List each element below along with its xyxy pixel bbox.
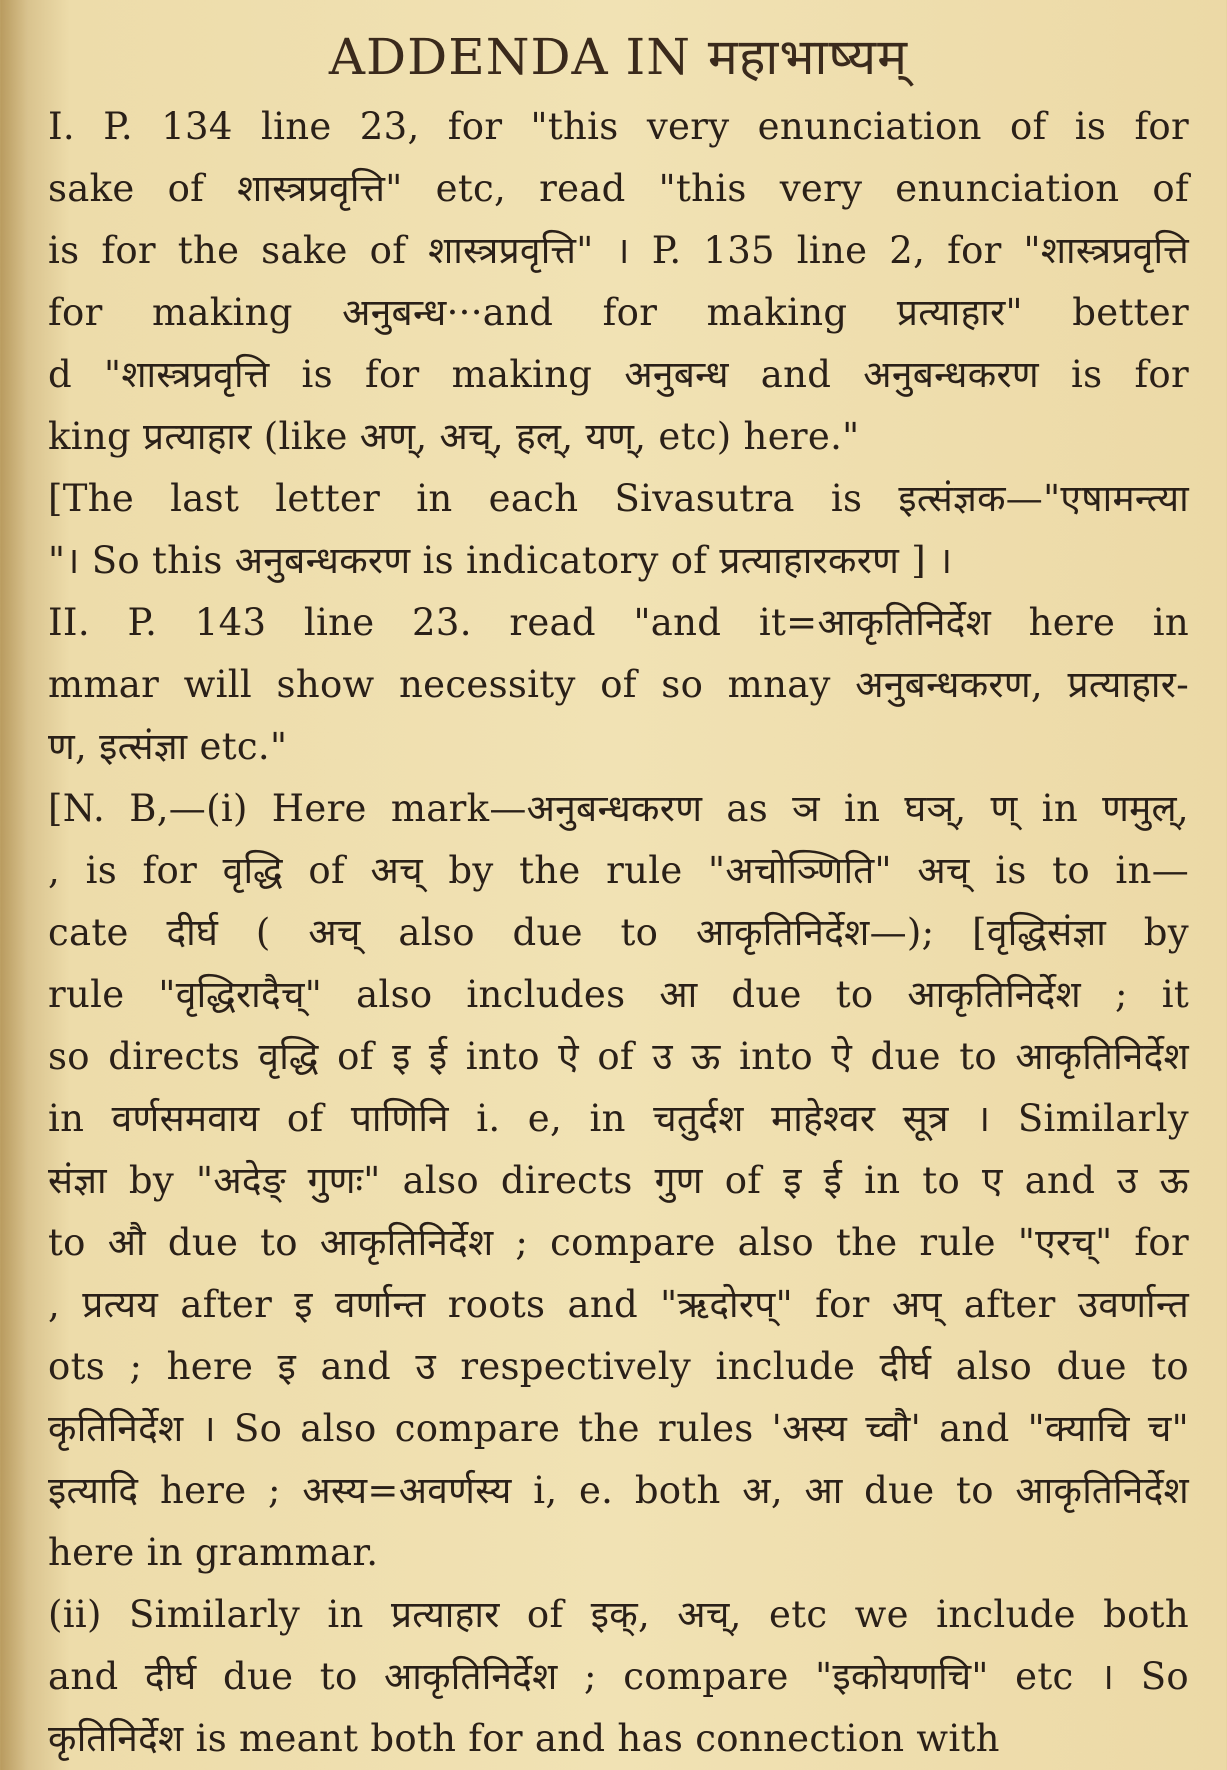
text-line: [The last letter in each Sivasutra is इत्संज्ञक—"एषामन्त्या <box>48 477 1189 520</box>
text-line: ots ; here इ and उ respectively include दीर्घ also due to <box>48 1345 1189 1388</box>
document-body <box>48 96 1189 1770</box>
text-line: sake of शास्त्रप्रवृत्ति" etc, read "this very enunciation of <box>48 167 1189 210</box>
text-line: cate दीर्घ ( अच् also due to आकृतिनिर्देश—); [वृद्धिसंज्ञा by <box>48 911 1189 954</box>
paragraph <box>48 592 1189 778</box>
page-title: ADDENDA IN महाभाष्यम् <box>328 28 909 86</box>
text-line: in वर्णसमवाय of पाणिनि i. e, in चतुर्दश माहेश्वर सूत्र । Similarly <box>48 1097 1189 1140</box>
paragraph <box>48 778 1189 1584</box>
text-line: is for the sake of शास्त्रप्रवृत्ति" । P. 135 line 2, for "शास्त्रप्रवृत्ति <box>48 229 1189 272</box>
text-line: (ii) Similarly in प्रत्याहार of इक्, अच्, etc we include both <box>48 1593 1189 1636</box>
paragraph <box>48 1584 1189 1770</box>
text-line: "। So this अनुबन्धकरण is indicatory of प्रत्याहारकरण ] । <box>48 539 953 582</box>
paragraph <box>48 96 1189 468</box>
text-line: here in grammar. <box>48 1531 379 1574</box>
text-line: II. P. 143 line 23. read "and it=आकृतिनिर्देश here in <box>48 601 1189 644</box>
text-line: king प्रत्याहार (like अण्, अच्, हल्, यण्, etc) here." <box>48 415 860 458</box>
text-line: ण, इत्संज्ञा etc." <box>48 725 288 768</box>
text-line: and दीर्घ due to आकृतिनिर्देश ; compare "इकोयणचि" etc । So <box>48 1655 1189 1698</box>
text-line: d "शास्त्रप्रवृत्ति is for making अनुबन्ध and अनुबन्धकरण is for <box>48 353 1189 396</box>
text-line: कृतिनिर्देश । So also compare the rules 'अस्य च्वौ' and "क्याचि च" <box>48 1407 1189 1450</box>
text-line: इत्यादि here ; अस्य=अवर्णस्य i, e. both अ, आ due to आकृतिनिर्देश <box>48 1469 1189 1512</box>
text-line: कृतिनिर्देश is meant both for and has connection with <box>48 1717 1000 1760</box>
text-line: संज्ञा by "अदेङ् गुणः" also directs गुण of इ ई in to ए and उ ऊ <box>48 1159 1189 1202</box>
text-line: to औ due to आकृतिनिर्देश ; compare also the rule "एरच्" for <box>48 1221 1189 1264</box>
text-line: , is for वृद्धि of अच् by the rule "अचोञ्णिति" अच् is to in— <box>48 849 1189 892</box>
text-line: I. P. 134 line 23, for "this very enunciation of is for <box>48 105 1189 148</box>
text-line: mmar will show necessity of so mnay अनुबन्धकरण, प्रत्याहार- <box>48 663 1189 706</box>
text-line: rule "वृद्धिरादैच्" also includes आ due to आकृतिनिर्देश ; it <box>48 973 1189 1016</box>
text-line: , प्रत्यय after इ वर्णान्त roots and "ऋदोरप्" for अप् after उवर्णान्त <box>48 1283 1189 1326</box>
paragraph <box>48 468 1189 592</box>
text-line: [N. B,—(i) Here mark—अनुबन्धकरण as ञ in घञ्, ण् in णमुल्, <box>48 787 1189 830</box>
text-line: so directs वृद्धि of इ ई into ऐ of उ ऊ into ऐ due to आकृतिनिर्देश <box>48 1035 1189 1078</box>
text-line: for making अनुबन्ध···and for making प्रत्याहार" better <box>48 291 1189 334</box>
